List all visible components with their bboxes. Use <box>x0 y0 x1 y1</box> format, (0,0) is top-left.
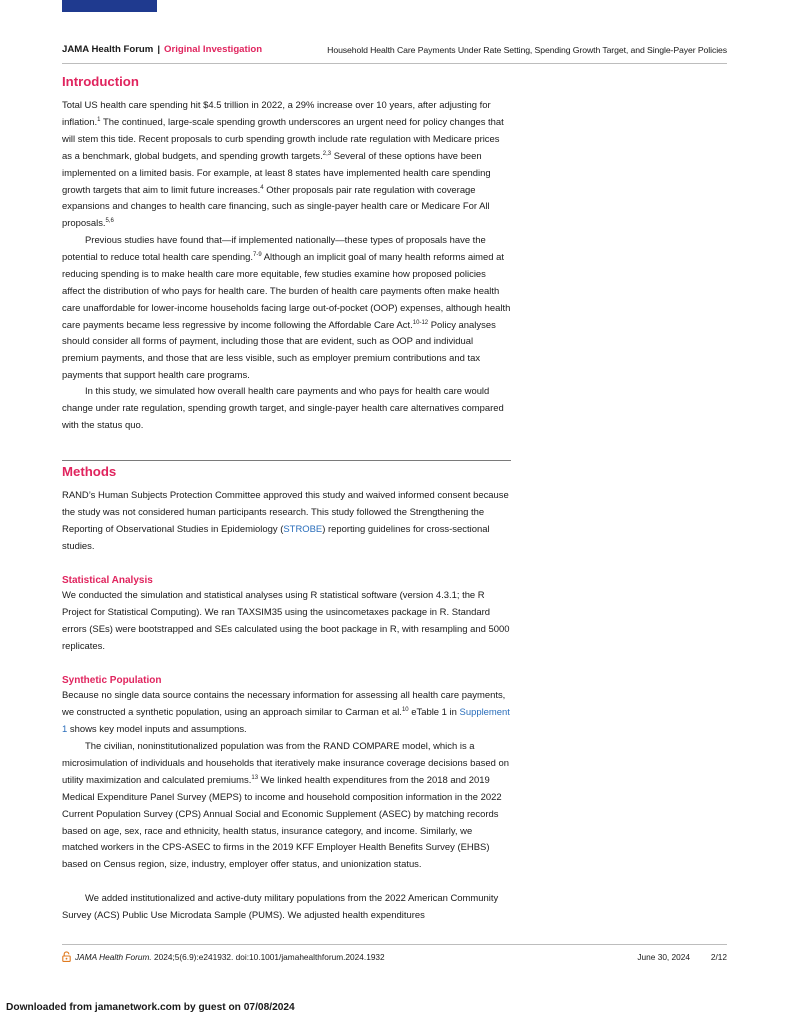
running-title: Household Health Care Payments Under Rate Setting, Spending Growth Target, and Single-Payer Policies <box>327 45 727 55</box>
synthetic-population-paragraph-2: The civilian, noninstitutionalized population was from the RAND COMPARE model, which is a microsimulation of individuals and households that iteratively make insurance coverage decisions based on utility maximization and calculated premiums.$^{13}$ We linked health expenditures from the 2018 and 2019 Medical Expenditure Panel Survey (MEPS) to income and household composition information in the 2022 Current Population Survey (CPS) Annual Social and Economic Supplement (ASEC) by matching records based on age, sex, race and ethnicity, health status, insurance category, and income. Similarly, we matched workers in the CPS-ASEC to firms in the 2019 KFF Employer Health Benefits Survey (EHBS) based on Census region, size, industry, employer offer status, and unionization status. <box>62 741 509 871</box>
synthetic-population-paragraph-3: We added institutionalized and active-duty military populations from the 2022 American Community Survey (ACS) Public Use Microdata Sample (PUMS). We adjusted health expenditures <box>62 893 499 921</box>
citation: JAMA Health Forum. 2024;5(6.9):e241932. doi:10.1001/jamahealthforum.2024.1932 <box>75 952 385 962</box>
page-footer <box>62 950 727 964</box>
synthetic-population-heading: Synthetic Population <box>62 675 162 686</box>
footer-divider <box>62 944 727 945</box>
introduction-heading: Introduction <box>62 74 139 89</box>
synthetic-population-paragraph-1: Because no single data source contains the necessary information for assessing all health care payments, we constructed a synthetic population, using an approach similar to Carman et al.$^{10}$ eTable 1 in Supplement 1 shows key model inputs and assumptions. <box>62 690 510 735</box>
page-number: 2/12 <box>710 952 727 962</box>
methods-divider <box>62 460 511 461</box>
journal-name: JAMA Health Forum <box>62 44 154 55</box>
reference[interactable]: 5,6 <box>105 218 114 225</box>
reference[interactable]: 10-12 <box>412 319 429 326</box>
page-header <box>62 43 727 57</box>
reference[interactable]: 13 <box>251 774 259 781</box>
header-separator: | <box>157 44 161 55</box>
intro-paragraph-3: In this study, we simulated how overall health care payments and who pays for health care would change under rate regulation, spending growth target, and single-payer health care alternatives compared with the status quo. <box>62 386 504 431</box>
journal-color-bar <box>62 0 157 12</box>
reference[interactable]: 4 <box>260 184 264 191</box>
article-type: Original Investigation <box>164 44 263 55</box>
reference[interactable]: 10 <box>401 706 409 713</box>
statistical-analysis-paragraph: We conducted the simulation and statistical analyses using R statistical software (version 4.3.1; the R Project for Statistical Computing). We ran TAXSIM35 using the usincometaxes package in R. Standard errors (SEs) were bootstrapped and SEs calculated using the boot package in R, with resampling and 5000 replicates. <box>62 590 510 652</box>
download-notice: Downloaded from jamanetwork.com by guest on 07/08/2024 <box>6 1002 295 1013</box>
reference[interactable]: 7-9 <box>252 251 262 258</box>
statistical-analysis-heading: Statistical Analysis <box>62 575 153 586</box>
open-access-lock-icon <box>62 951 71 962</box>
header-divider <box>62 63 727 64</box>
reference[interactable]: 2,3 <box>322 150 332 157</box>
methods-heading: Methods <box>62 464 117 479</box>
supplement-link[interactable]: Supplement 1 <box>62 706 510 735</box>
intro-paragraph-2: Previous studies have found that—if implemented nationally—these types of proposals have the potential to reduce total health care spending.$^{7-9}$ Although an implicit goal of many health reforms aimed at reducing spending is to make health care more equitable, few studies examine how proposed policies affect the distribution of who pays for health care. The burden of health care payments often make health care unaffordable for lower-income households facing large out-of-pocket (OOP) expenses, although health care payments became less regressive by income following the Affordable Care Act.$^{10-12}$ Policy analyses should consider all forms of payment, including those that are evident, such as OOP and individual premium payments, and those that are less visible, such as employer premium contributions and tax payments that support health care programs. <box>62 235 511 382</box>
publication-date: June 30, 2024 <box>637 952 690 962</box>
strobe-link[interactable]: STROBE <box>283 523 323 535</box>
intro-paragraph-1: Total US health care spending hit $4.5 trillion in 2022, a 29% increase over 10 years, after adjusting for inflation.$^1$ The continued, large-scale spending growth underscores an urgent need for policy changes that will stem this tide. Recent proposals to curb spending growth include rate regulation with Medicare prices as a benchmark, global budgets, and spending growth targets.$^{2,3}$ Several of these options have been implemented on a limited basis. For example, at least 8 states have implemented health care spending growth targets that aim to limit future increases.$^4$ Other proposals pair rate regulation with coverage expansions and changes to health care financing, such as single-payer health care or Medicare For All proposals.$^{5,6}$ <box>62 100 504 230</box>
reference[interactable]: 1 <box>97 116 101 123</box>
methods-paragraph-1: RAND’s Human Subjects Protection Committee approved this study and waived informed consent because the study was not considered human participants research. This study followed the Strengthening the Reporting of Observational Studies in Epidemiology (STROBE) reporting guidelines for cross-sectional studies. <box>62 490 509 552</box>
